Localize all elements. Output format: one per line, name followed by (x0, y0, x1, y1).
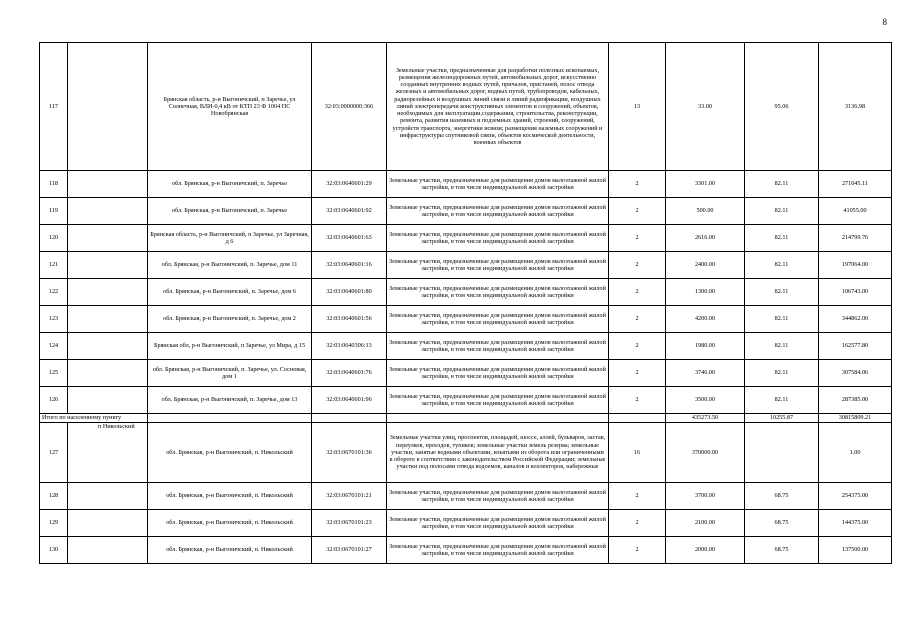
empty-cell (609, 414, 666, 423)
total-row (40, 414, 892, 423)
area-cell: 33.00 (666, 43, 745, 171)
table-body (40, 43, 892, 564)
cadastral-number-cell: 32:03:0670101:27 (312, 537, 387, 564)
empty-cell (68, 225, 148, 252)
group-cell: 2 (609, 537, 666, 564)
address-cell: Брянская область, р-н Выгоничский, п Заречье, ул Заречная, д 6 (148, 225, 312, 252)
specific-value-cell: 82.11 (745, 306, 819, 333)
land-use-cell: Земельные участки, предназначенные для размещения домов малоэтажной жилой застройки, в том числе индивидуальной жилой застройки (387, 171, 609, 198)
cadastral-number-cell: 32:03:0670101:36 (312, 423, 387, 483)
row-number: 120 (40, 225, 68, 252)
group-cell: 2 (609, 387, 666, 414)
specific-value-cell: 82.11 (745, 225, 819, 252)
cadastral-value-cell: 254375.00 (819, 483, 892, 510)
group-cell: 13 (609, 43, 666, 171)
land-use-cell: Земельные участки, предназначенные для размещения домов малоэтажной жилой застройки, в том числе индивидуальной жилой застройки (387, 387, 609, 414)
cadastral-value-cell: 344862.00 (819, 306, 892, 333)
empty-cell (68, 483, 148, 510)
cadastral-value-cell: 307584.06 (819, 360, 892, 387)
empty-cell (68, 537, 148, 564)
row-number: 130 (40, 537, 68, 564)
specific-value-cell: 82.11 (745, 252, 819, 279)
land-use-cell: Земельные участки, предназначенные для размещения домов малоэтажной жилой застройки, в том числе индивидуальной жилой застройки (387, 483, 609, 510)
row-number: 128 (40, 483, 68, 510)
area-cell: 3700.00 (666, 483, 745, 510)
specific-value-cell: 82.11 (745, 360, 819, 387)
land-use-cell: Земельные участки, предназначенные для разработки полезных ископаемых, размещения железнодорожных путей, автомобильных дорог, искусственно созданных внутренних водных путей, причалов, пристаней, полос отвода железных и автомобильных дорог, водных путей, трубопроводов, кабельных, радиорелейных и воздушных линий связи и линий радиофикации, воздушных линий электропередачи конструктивных элементов и сооружений, объектов, необходимых для эксплуатации,содержания, строительства, реконструкции, ремонта, развития наземных и подземных зданий, строений, сооружений, устройств транспорта, энергетики исвязи; размещения наземных сооружений и инфраструктуры спутниковой связи, объектов космической деятельности, военных объектов (387, 43, 609, 171)
specific-value-cell: 82.11 (745, 387, 819, 414)
group-cell: 2 (609, 360, 666, 387)
address-cell: обл. Брянская, р-н Выгоничский, п. Заречье (148, 171, 312, 198)
row-number: 125 (40, 360, 68, 387)
land-use-cell: Земельные участки, предназначенные для размещения домов малоэтажной жилой застройки, в том числе индивидуальной жилой застройки (387, 333, 609, 360)
empty-cell (387, 414, 609, 423)
group-cell: 2 (609, 252, 666, 279)
settlement-name: п Никольский (68, 423, 148, 483)
land-use-cell: Земельные участки, предназначенные для размещения домов малоэтажной жилой застройки, в том числе индивидуальной жилой застройки (387, 537, 609, 564)
table-row (40, 423, 892, 483)
table-row (40, 171, 892, 198)
total-specific-value-cell: 10255.87 (745, 414, 819, 423)
cadastral-number-cell: 32:03:0640601:63 (312, 225, 387, 252)
specific-value-cell: 68.75 (745, 483, 819, 510)
cadastral-value-cell: 41055.00 (819, 198, 892, 225)
address-cell: обл. Брянская, р-н Выгоничский, п. Заречье, дом 11 (148, 252, 312, 279)
cadastral-value-cell: 137500.00 (819, 537, 892, 564)
area-cell: 4200.00 (666, 306, 745, 333)
area-cell: 1980.00 (666, 333, 745, 360)
page-number: 8 (882, 17, 887, 27)
group-cell: 2 (609, 225, 666, 252)
cadastral-number-cell: 32:03:0640306:13 (312, 333, 387, 360)
specific-value-cell: 82.11 (745, 171, 819, 198)
cadastral-number-cell: 32:03:0640601:76 (312, 360, 387, 387)
table-row (40, 333, 892, 360)
group-cell: 2 (609, 279, 666, 306)
specific-value-cell: 68.75 (745, 510, 819, 537)
empty-cell (68, 387, 148, 414)
cadastral-number-cell: 32:03:0640601:56 (312, 306, 387, 333)
land-use-cell: Земельные участки, предназначенные для размещения домов малоэтажной жилой застройки, в том числе индивидуальной жилой застройки (387, 225, 609, 252)
empty-cell (68, 306, 148, 333)
cadastral-number-cell: 32:03:0640601:80 (312, 279, 387, 306)
group-cell: 2 (609, 171, 666, 198)
table-row (40, 279, 892, 306)
empty-cell (312, 414, 387, 423)
row-number: 118 (40, 171, 68, 198)
cadastral-value-cell: 1.00 (819, 423, 892, 483)
cadastral-value-cell: 162577.80 (819, 333, 892, 360)
cadastral-value-cell: 3136.98 (819, 43, 892, 171)
empty-cell (148, 414, 312, 423)
empty-cell (68, 198, 148, 225)
area-cell: 1300.00 (666, 279, 745, 306)
table-row (40, 360, 892, 387)
area-cell: 500.00 (666, 198, 745, 225)
address-cell: обл. Брянская, р-н Выгоничский, п. Никольский (148, 423, 312, 483)
land-use-cell: Земельные участки, предназначенные для размещения домов малоэтажной жилой застройки, в том числе индивидуальной жилой застройки (387, 360, 609, 387)
cadastral-number-cell: 32:03:0640601:96 (312, 387, 387, 414)
row-number: 122 (40, 279, 68, 306)
empty-cell (68, 279, 148, 306)
land-use-cell: Земельные участки, предназначенные для размещения домов малоэтажной жилой застройки, в том числе индивидуальной жилой застройки (387, 279, 609, 306)
total-label: Итого по населенному пункту (40, 414, 148, 423)
cadastral-number-cell: 32:03:0640601:92 (312, 198, 387, 225)
specific-value-cell: 82.11 (745, 279, 819, 306)
table-row (40, 225, 892, 252)
group-cell: 16 (609, 423, 666, 483)
area-cell: 2000.00 (666, 537, 745, 564)
address-cell: обл. Брянская, р-н Выгоничский, п. Заречье (148, 198, 312, 225)
table-row (40, 252, 892, 279)
row-number: 124 (40, 333, 68, 360)
table-row (40, 198, 892, 225)
area-cell: 2100.00 (666, 510, 745, 537)
table-row (40, 510, 892, 537)
row-number: 129 (40, 510, 68, 537)
group-cell: 2 (609, 198, 666, 225)
cadastral-number-cell: 32:03:0640601:16 (312, 252, 387, 279)
address-cell: Брянская область, р-н Выгоничский, п Заречье, ул Солнечная, ВЛИ-0,4 кВ от КТП 23 Ф 1004 ПС Новобрянская (148, 43, 312, 171)
cadastral-value-cell: 271045.11 (819, 171, 892, 198)
empty-cell (68, 171, 148, 198)
area-cell: 2400.00 (666, 252, 745, 279)
land-use-cell: Земельные участки, предназначенные для размещения домов малоэтажной жилой застройки, в том числе индивидуальной жилой застройки (387, 510, 609, 537)
address-cell: обл. Брянская, р-н Выгоничский, п. Заречье, ул. Сосновая, дом 1 (148, 360, 312, 387)
row-number: 126 (40, 387, 68, 414)
row-number: 117 (40, 43, 68, 171)
group-cell: 2 (609, 306, 666, 333)
address-cell: обл. Брянская, р-н Выгоничский, п. Никольский (148, 537, 312, 564)
empty-cell (68, 360, 148, 387)
cadastral-value-cell: 106743.00 (819, 279, 892, 306)
specific-value-cell: 68.75 (745, 537, 819, 564)
area-cell: 3301.00 (666, 171, 745, 198)
specific-value-cell: 82.11 (745, 333, 819, 360)
cadastral-value-cell: 197064.00 (819, 252, 892, 279)
area-cell: 3746.00 (666, 360, 745, 387)
address-cell: обл. Брянская, р-н Выгоничский, п. Никольский (148, 483, 312, 510)
empty-cell (68, 510, 148, 537)
row-number: 123 (40, 306, 68, 333)
table-row (40, 387, 892, 414)
area-cell: 3500.00 (666, 387, 745, 414)
address-cell: обл. Брянская, р-н Выгоничский, п. Заречье, дом 6 (148, 279, 312, 306)
address-cell: обл. Брянская, р-н Выгоничский, п. Никольский (148, 510, 312, 537)
specific-value-cell (745, 423, 819, 483)
area-cell: 2616.00 (666, 225, 745, 252)
address-cell: обл. Брянская, р-н Выгоничский, п. Заречье, дом 13 (148, 387, 312, 414)
row-number: 127 (40, 423, 68, 483)
area-cell: 370000.00 (666, 423, 745, 483)
land-registry-table (39, 42, 892, 564)
cadastral-value-cell: 287385.00 (819, 387, 892, 414)
empty-cell (68, 43, 148, 171)
land-use-cell: Земельные участки улиц, проспектов, площадей, шоссе, аллей, бульваров, застав, переулков, проездов, тупиков; земельные участки земель резерва; земельные участки, занятые водными объектами, изъятыми из оборота или ограниченными в обороте в соответствии с законодательством Российской Федерации; земельные участки под полосами отвода водоемов, каналов и коллекторов, набережные (387, 423, 609, 483)
land-use-cell: Земельные участки, предназначенные для размещения домов малоэтажной жилой застройки, в том числе индивидуальной жилой застройки (387, 252, 609, 279)
total-area-cell: 435273.50 (666, 414, 745, 423)
group-cell: 2 (609, 483, 666, 510)
table-row (40, 306, 892, 333)
cadastral-value-cell: 144375.00 (819, 510, 892, 537)
cadastral-number-cell: 32:03:0640601:29 (312, 171, 387, 198)
cadastral-value-cell: 214799.76 (819, 225, 892, 252)
empty-cell (68, 333, 148, 360)
row-number: 121 (40, 252, 68, 279)
specific-value-cell: 82.11 (745, 198, 819, 225)
table-row (40, 483, 892, 510)
group-cell: 2 (609, 510, 666, 537)
specific-value-cell: 95.06 (745, 43, 819, 171)
table-row (40, 43, 892, 171)
address-cell: Брянская обл, р-н Выгоничский, п Заречье, ул Мира, д 15 (148, 333, 312, 360)
land-use-cell: Земельные участки, предназначенные для размещения домов малоэтажной жилой застройки, в том числе индивидуальной жилой застройки (387, 306, 609, 333)
cadastral-number-cell: 32:03:0670101:21 (312, 483, 387, 510)
total-cadastral-value-cell: 30815809.21 (819, 414, 892, 423)
empty-cell (68, 252, 148, 279)
group-cell: 2 (609, 333, 666, 360)
cadastral-number-cell: 32:03:0670101:23 (312, 510, 387, 537)
row-number: 119 (40, 198, 68, 225)
land-use-cell: Земельные участки, предназначенные для размещения домов малоэтажной жилой застройки, в том числе индивидуальной жилой застройки (387, 198, 609, 225)
cadastral-number-cell: 32:03:0000000:366 (312, 43, 387, 171)
table-row (40, 537, 892, 564)
address-cell: обл. Брянская, р-н Выгоничский, п. Заречье, дом 2 (148, 306, 312, 333)
